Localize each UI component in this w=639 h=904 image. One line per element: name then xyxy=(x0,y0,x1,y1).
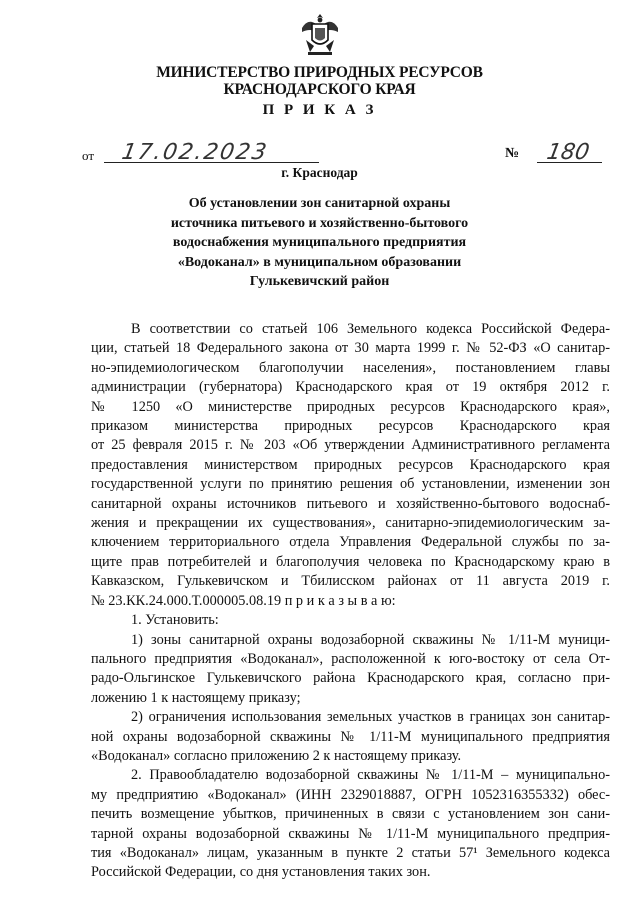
paragraph-item-1 xyxy=(91,611,610,630)
body-line: но-эпидемиологическом благополучии населения», постановлением главы xyxy=(91,359,610,376)
paragraph-item-1-2 xyxy=(91,708,610,766)
body-line: «Водоканал» согласно приложению 2 к настоящему приказу. xyxy=(91,747,462,764)
body-line: приказом министерства природных ресурсов Краснодарского края xyxy=(91,418,610,435)
paragraph-preamble xyxy=(91,320,610,611)
body-line: ложению 1 к настоящему приказу; xyxy=(91,689,301,706)
date-prefix-label: от xyxy=(82,148,95,163)
body-line: тарной охраны водозаборной скважины № 1/11-М муниципального предприя- xyxy=(91,825,610,842)
date-number-row xyxy=(82,140,602,166)
document-type-title: П Р И К А З xyxy=(262,102,377,118)
body-line: 1) зоны санитарной охраны водозаборной скважины № 1/11-М муници- xyxy=(131,631,610,648)
subject-line: «Водоканал» в муниципальном образовании xyxy=(177,254,462,270)
body-line: ключением территориального отдела Управления Федеральной службы по за- xyxy=(91,534,610,551)
body-line: 2) ограничения использования земельных участков в границах зон санитар- xyxy=(131,709,610,726)
subject-line: Гулькевичский район xyxy=(249,274,390,289)
body-line: В соответствии со статьей 106 Земельного кодекса Российской Федера- xyxy=(131,321,610,337)
body-line: администрации (губернатора) Краснодарского края от 19 октября 2012 г. xyxy=(91,379,610,396)
paragraph-item-1-1 xyxy=(91,631,610,709)
number-label: № xyxy=(505,146,520,161)
body-line: государственной услуги по принятию решения об установлении, изменении зон xyxy=(91,476,610,493)
ministry-name-line-2: КРАСНОДАРСКОГО КРАЯ xyxy=(223,81,416,98)
handwritten-number: 180 xyxy=(544,140,592,165)
body-line: предоставления министерством природных ресурсов Краснодарского края xyxy=(91,456,610,473)
paragraph-item-2 xyxy=(91,766,610,882)
subject-line: водоснабжения муниципального предприятия xyxy=(172,235,467,250)
subject-line: источника питьевого и хозяйственно-бытового xyxy=(170,215,469,231)
body-line: 2. Правообладателю водозаборной скважины № 1/11-М – муниципально- xyxy=(131,767,610,784)
ministry-name-line-1: МИНИСТЕРСТВО ПРИРОДНЫХ РЕСУРСОВ xyxy=(156,64,483,81)
subject-line: Об установлении зон санитарной охраны xyxy=(188,196,451,211)
body-line: № 23.КК.24.000.Т.000005.08.19 п р и к а з ы в а ю: xyxy=(91,592,396,609)
document-subject xyxy=(0,194,639,292)
body-line: тия «Водоканал» лицам, указанным в пункте 2 статьи 57¹ Земельного кодекса xyxy=(91,844,610,861)
handwritten-date: 17.02.2023 xyxy=(119,140,271,165)
body-line: му предприятию «Водоканал» (ИНН 2329018887, ОГРН 1052316355332) обес- xyxy=(91,786,610,803)
body-line: печить возмещение убытков, причиненных в связи с установлением зон сани- xyxy=(91,806,610,823)
body-line: пального предприятия «Водоканал», расположенной к юго-востоку от села От- xyxy=(91,650,610,667)
body-line: ной охраны водозаборной скважины № 1/11-М муниципального предприятия xyxy=(91,728,610,745)
body-line: санитарной охраны источников питьевого и хозяйственно-бытового водоснаб- xyxy=(91,495,610,512)
document-body xyxy=(91,320,610,883)
body-line: от 25 февраля 2015 г. № 203 «Об утверждении Административного регламента xyxy=(91,437,610,454)
body-line: щите прав потребителей и благополучия человека по Краснодарскому краю в xyxy=(91,553,610,570)
body-line: ции, статьей 18 Федерального закона от 30 марта 1999 г. № 52-ФЗ «О санитар- xyxy=(91,340,610,357)
body-line: жения и прекращении их существования», санитарно-эпидемиологическим за- xyxy=(91,515,610,532)
body-line: радо-Ольгинское Гулькевичского района Краснодарского края, согласно при- xyxy=(91,670,610,687)
body-line: Российской Федерации, со дня установления таких зон. xyxy=(91,864,431,881)
body-line: № 1250 «О министерстве природных ресурсов Краснодарского края», xyxy=(91,398,610,415)
body-line: 1. Установить: xyxy=(131,612,219,629)
city-label: г. Краснодар xyxy=(281,165,358,180)
coat-of-arms-emblem xyxy=(296,10,344,58)
body-line: Кавказском, Гулькевичском и Тбилисском районах от 11 августа 2019 г. xyxy=(91,573,610,590)
